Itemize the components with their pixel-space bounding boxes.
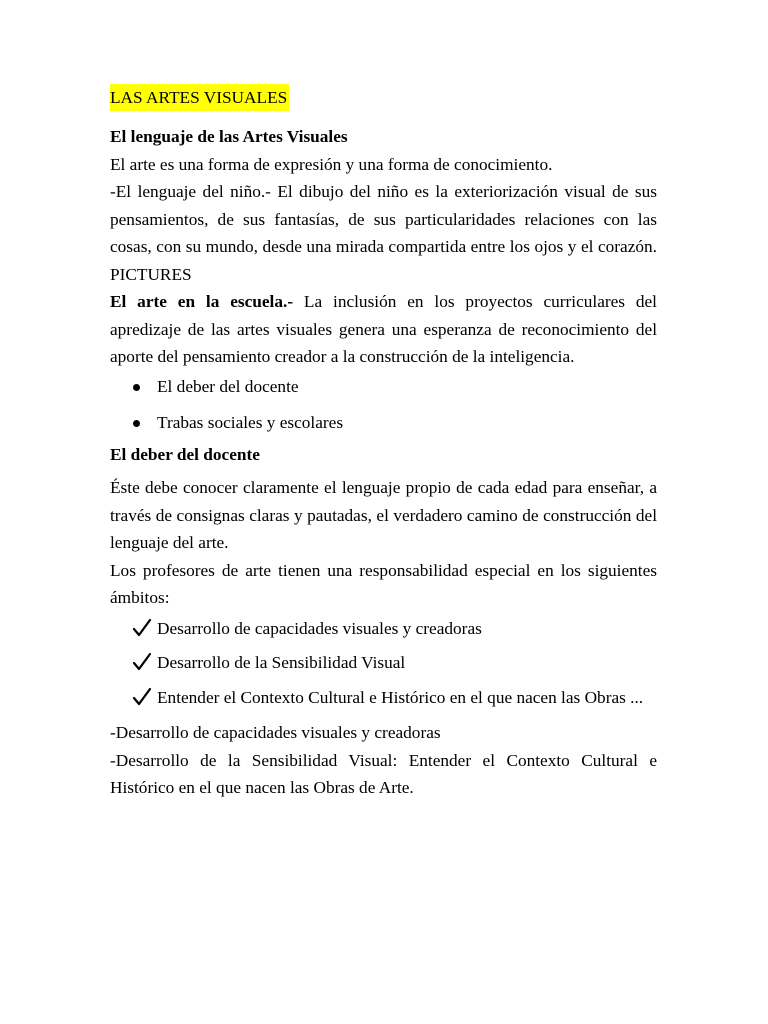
paragraph-desarrollo-capacidades: -Desarrollo de capacidades visuales y creadoras bbox=[110, 723, 441, 742]
list-item-label: Desarrollo de capacidades visuales y creadoras bbox=[157, 618, 482, 638]
bullet-dot-icon bbox=[133, 420, 140, 427]
list-item-label: Trabas sociales y escolares bbox=[157, 412, 344, 432]
document-page bbox=[110, 84, 657, 802]
section-heading-deber: El deber del docente bbox=[110, 444, 260, 464]
paragraph-arte-escuela-lead: El arte en la escuela.- bbox=[110, 292, 294, 311]
paragraph-este-debe: Éste debe conocer claramente el lenguaje propio de cada edad para enseñar, a través de consignas claras y pautadas, el verdadero camino de construcción del lenguaje del arte. bbox=[110, 478, 657, 552]
list-item bbox=[110, 409, 657, 437]
checklist bbox=[110, 616, 657, 711]
section-heading-lenguaje: El lenguaje de las Artes Visuales bbox=[110, 127, 348, 146]
list-item-label: Desarrollo de la Sensibilidad Visual bbox=[157, 653, 406, 672]
checkmark-icon bbox=[132, 686, 152, 708]
list-item bbox=[110, 650, 657, 676]
checkmark-icon bbox=[132, 617, 152, 639]
page-title: LAS ARTES VISUALES bbox=[110, 84, 289, 111]
list-item-label: Entender el Contexto Cultural e Histórico en el que nacen las Obras ... bbox=[157, 687, 644, 707]
bullet-list bbox=[110, 373, 657, 437]
paragraph-arte-escuela bbox=[110, 288, 657, 371]
bullet-dot-icon bbox=[133, 384, 140, 391]
list-item bbox=[110, 616, 657, 642]
paragraph-arte-forma: El arte es una forma de expresión y una forma de conocimiento. bbox=[110, 154, 553, 174]
list-item bbox=[110, 373, 657, 401]
paragraph-lenguaje-nino: -El lenguaje del niño.- El dibujo del niño es la exteriorización visual de sus pensamientos, de sus fantasías, de sus particularidades relaciones con las cosas, con su mundo, desde una mirada compartida entre los ojos y el corazón. PICTURES bbox=[110, 182, 657, 284]
list-item-label: El deber del docente bbox=[157, 376, 299, 396]
list-item bbox=[110, 685, 657, 711]
paragraph-arte-escuela-body: La inclusión en los proyectos curriculares del apredizaje de las artes visuales genera una esperanza de reconocimiento del aporte del pensamiento creador a la construcción de la inteligencia. bbox=[110, 292, 657, 366]
paragraph-desarrollo-sensibilidad: -Desarrollo de la Sensibilidad Visual: Entender el Contexto Cultural e Histórico en el que nacen las Obras de Arte. bbox=[110, 750, 657, 797]
checkmark-icon bbox=[132, 651, 152, 673]
paragraph-profesores: Los profesores de arte tienen una responsabilidad especial en los siguientes ámbitos: bbox=[110, 560, 657, 607]
